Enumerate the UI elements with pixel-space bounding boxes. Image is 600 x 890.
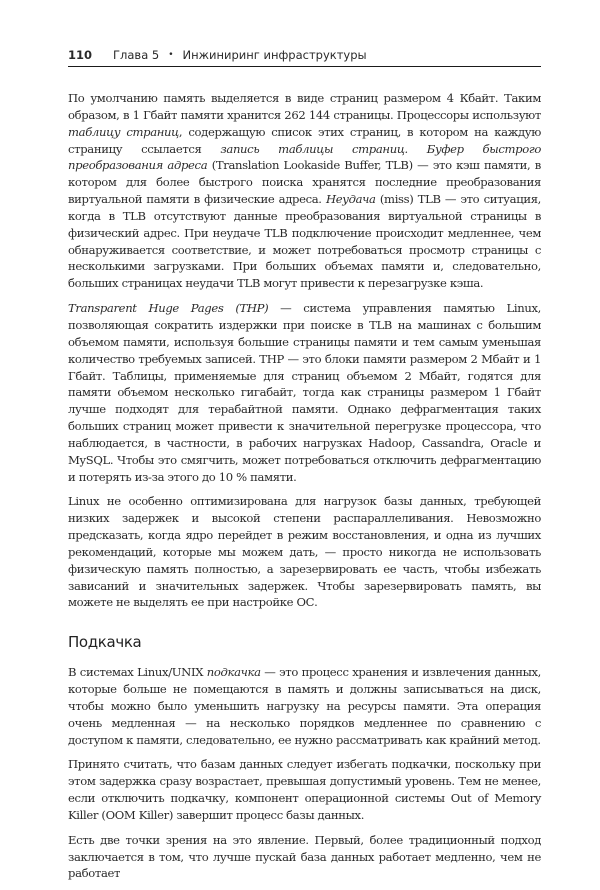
running-header bbox=[68, 44, 541, 67]
paragraph-tlb: По умолчанию память выделяется в виде страниц размером 4 Кбайт. Таким образом, в 1 Гбайт памяти хранится 262 144 страницы. Процессоры используют таблицу страниц, содержащую список этих страниц, в котором на каждую страницу ссылается запись таблицы страниц. Буфер быстрого преобразования адреса (Translation Lookaside Buffer, TLB) — это кэш памяти, в котором для более быстрого поиска хранятся последние преобразования виртуальной памяти в физические адреса. Неудача (miss) TLB — это ситуация, когда в TLB отсутствуют данные преобразования виртуальной страницы в физический адрес. При неудаче TLB подключение происходит медленнее, чем обнаруживается соответствие, и может потребоваться просмотр страницы с несколькими загрузками. При больших объемах памяти и, следовательно, больших страницах неудачи TLB могут привести к перезагрузке кэша. bbox=[68, 91, 541, 291]
paragraph-thp: Transparent Huge Pages (THP) — система управления памятью Linux, позволяющая сократить издержки при поиске в TLB на машинах с большим объемом памяти, используя большие страницы памяти и тем самым уменьшая количество требуемых записей. THP — это блоки памяти размером 2 Мбайт и 1 Гбайт. Таблицы, применяемые для страниц объемом 2 Мбайт, годятся для памяти объемом несколько гигабайт, тогда как страницы размером 1 Гбайт лучше подходят для терабайтной памяти. Однако дефрагментация таких больших страниц может привести к значительной перегрузке процессора, что наблюдается, в частности, в рабочих нагрузках Hadoop, Cassandra, Oracle и MySQL. Чтобы это смягчить, может потребоваться отключить дефрагментацию и потерять из-за этого до 10 % памяти. bbox=[68, 301, 541, 484]
chapter-title: Инжиниринг инфраструктуры bbox=[182, 48, 367, 62]
paragraph-oom: Принято считать, что базам данных следует избегать подкачки, поскольку при этом задержка сразу возрастает, превышая допустимый уровень. Тем не менее, если отключить подкачку, компонент операционной системы Out of Memory Killer (OOM Killer) завершит процесс базы данных. bbox=[68, 757, 541, 822]
page-body bbox=[68, 90, 541, 890]
term-thp: Transparent Huge Pages (THP) bbox=[68, 301, 269, 316]
term-page-table: таблицу страниц bbox=[68, 124, 179, 139]
term-miss: Неудача bbox=[325, 192, 376, 207]
chapter-label: Глава 5 bbox=[113, 48, 160, 62]
paragraph-linux-db: Linux не особенно оптимизирована для нагрузок базы данных, требующей низких задержек и высокой степени распараллеливания. Невозможно предсказать, когда ядро перейдет в режим восстановления, и одна из лучших рекомендаций, которые мы можем дать, — просто никогда не использовать физическую память полностью, а зарезервировать ее часть, чтобы избежать зависаний и значительных задержек. Чтобы зарезервировать память, вы можете не выделять ее при настройке ОС. bbox=[68, 494, 541, 610]
paragraph-swapping: В системах Linux/UNIX подкачка — это процесс хранения и извлечения данных, которые больше не помещаются в память и должны записываться на диск, чтобы можно было уменьшить нагрузку на ресурсы памяти. Эта операция очень медленная — на несколько порядков медленнее по сравнению с доступом к памяти, следовательно, ее нужно рассматривать как крайний метод. bbox=[68, 665, 541, 747]
term-swapping: подкачка bbox=[206, 665, 261, 680]
page-number: 110 bbox=[68, 48, 93, 62]
section-heading-swapping: Подкачка bbox=[68, 633, 142, 652]
bullet-separator: • bbox=[168, 50, 174, 60]
paragraph-two-views: Есть две точки зрения на это явление. Первый, более традиционный подход заключается в том, что лучше пускай база данных работает медленно, чем не работает bbox=[68, 832, 541, 881]
term-page-table-entry: запись таблицы страниц. Буфер быстрого преобразования адреса bbox=[68, 141, 541, 173]
